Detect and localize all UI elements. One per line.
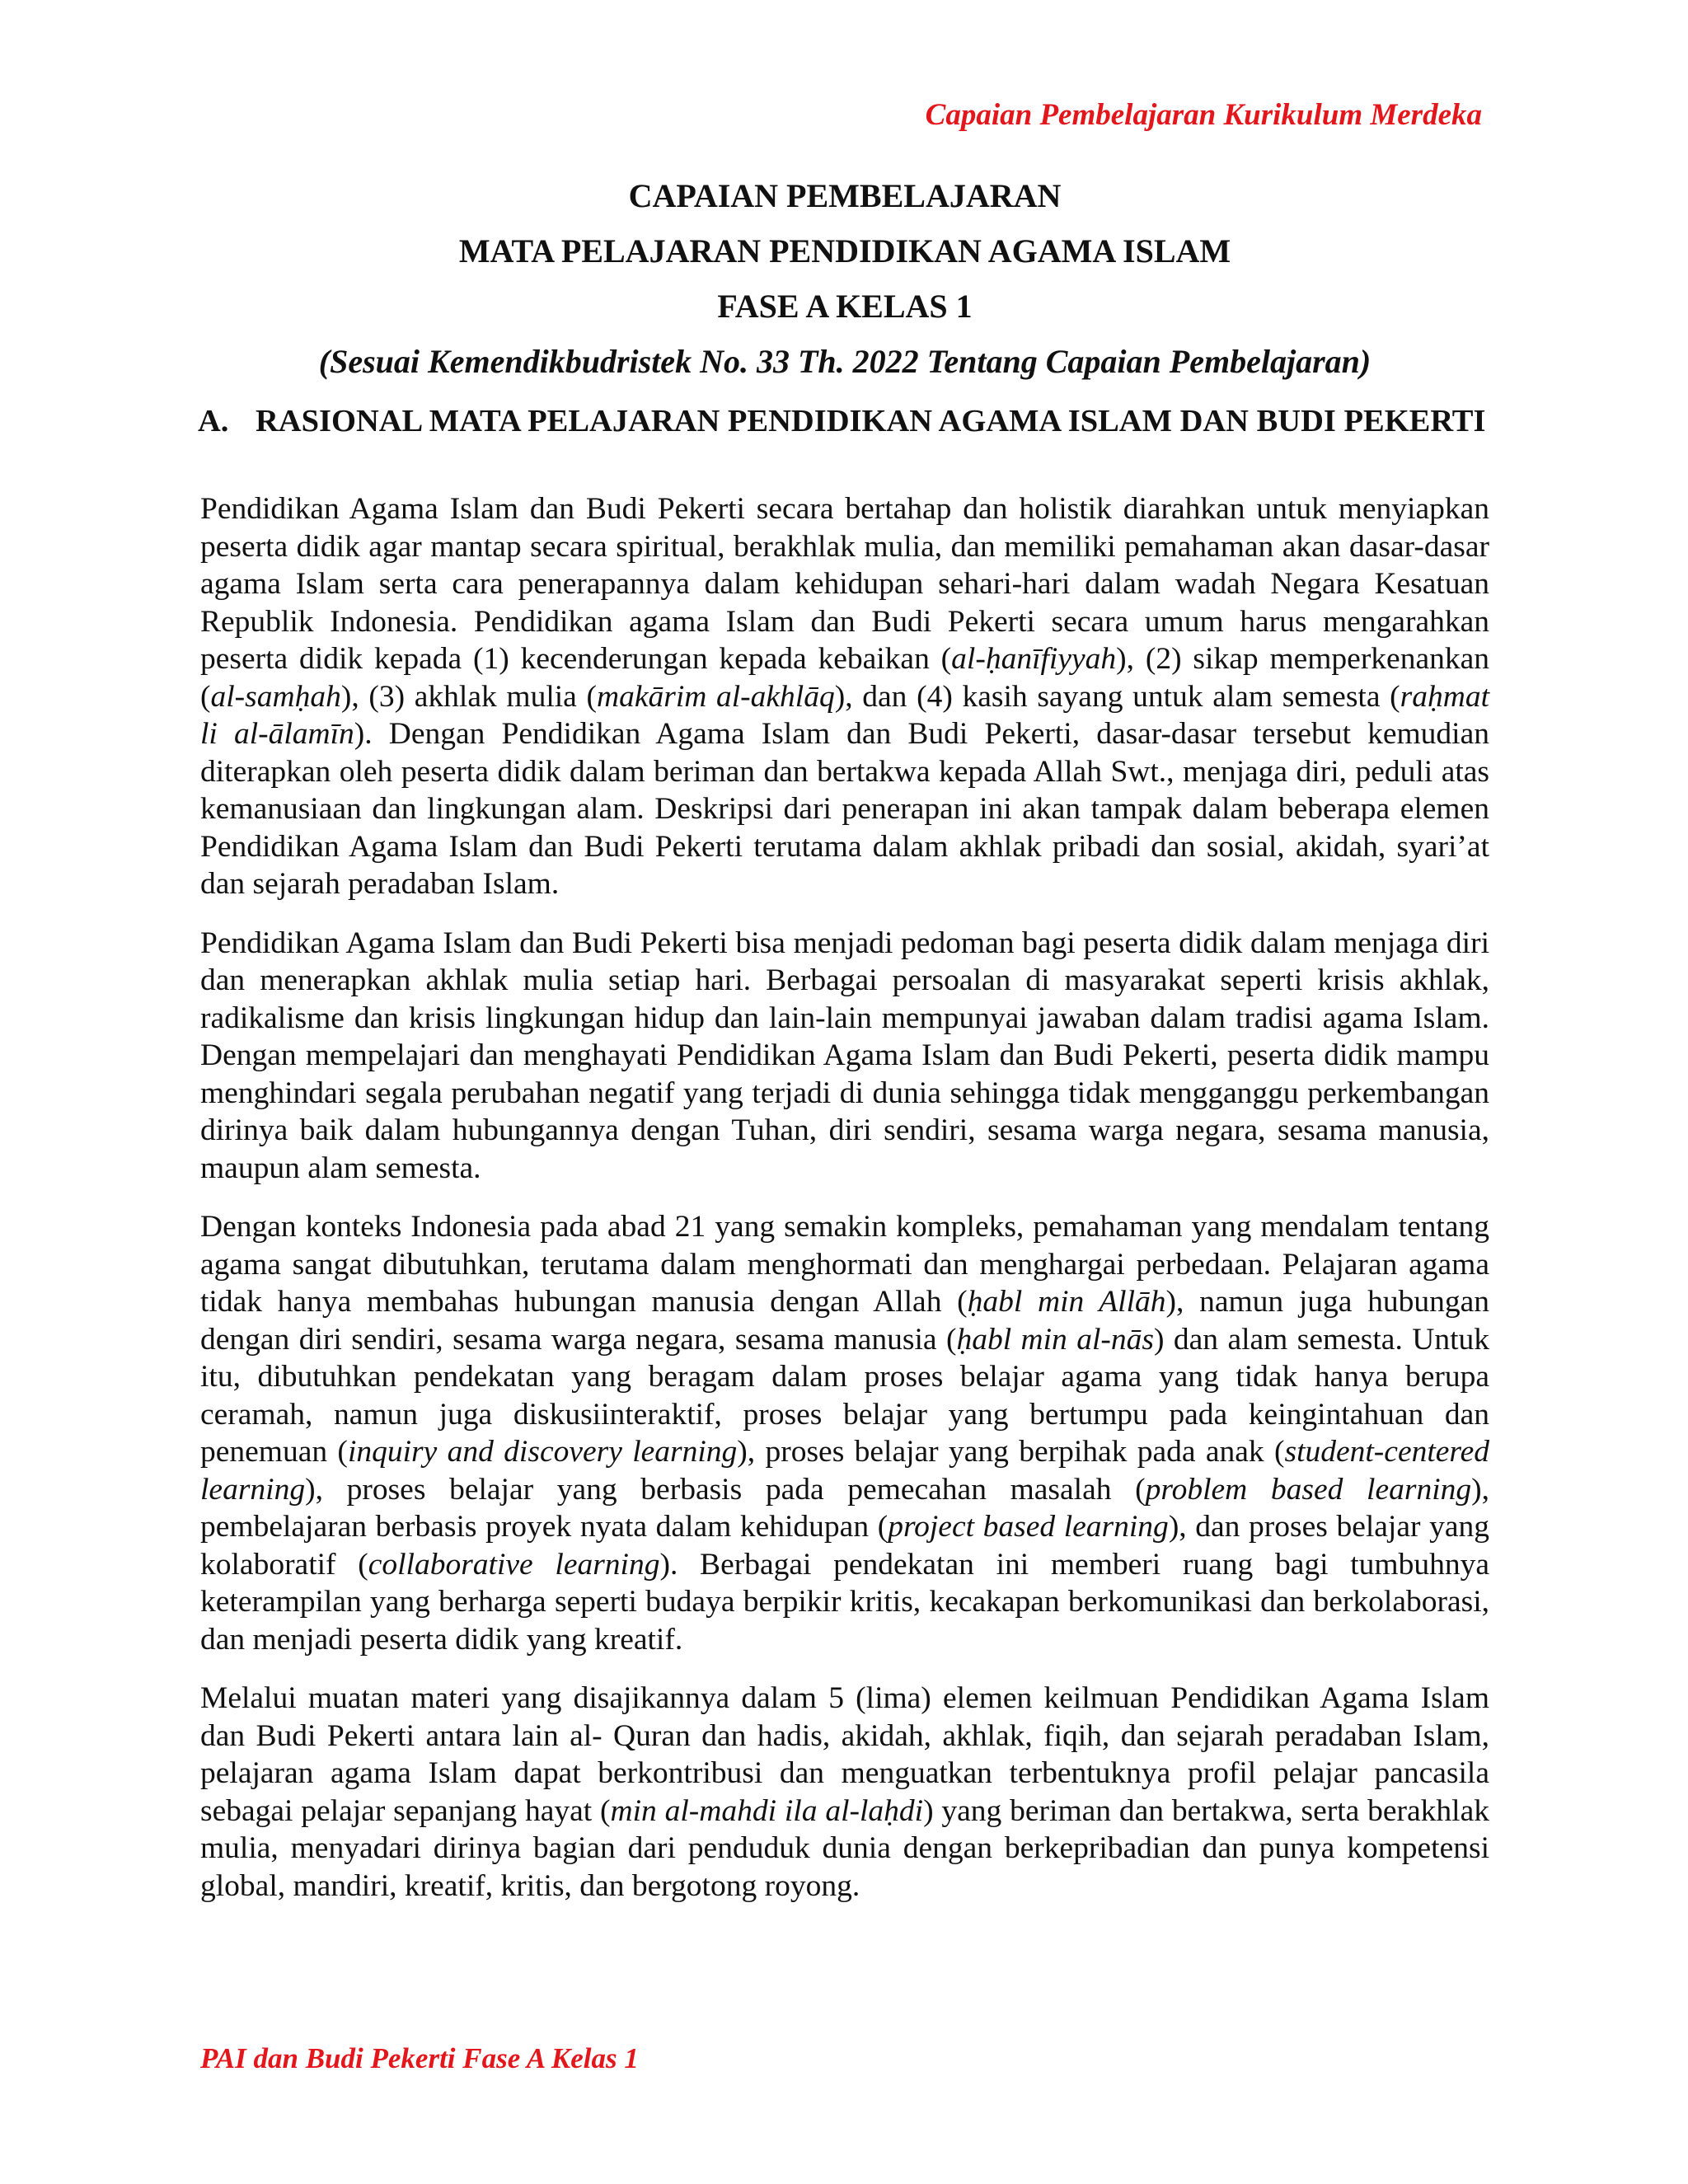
italic-term: inquiry and discovery learning: [347, 1435, 738, 1469]
title-line-3: FASE A KELAS 1: [717, 288, 973, 325]
text-run: Melalui muatan materi yang disajikannya dalam 5 (lima) elemen keilmuan Pendidikan Agama Islam dan Budi Pekerti antara lain al- Quran dan hadis, akidah, akhlak, fiqih, dan sejarah peradaban Islam, pelajaran agama Islam dapat berkontribusi dan menguatkan terbentuknya profil pelajar pancasila sebagai pelajar sepanjang hayat (: [200, 1681, 1489, 1828]
text-run: ), (3) akhlak mulia (: [340, 679, 597, 714]
title-line-2: MATA PELAJARAN PENDIDIKAN AGAMA ISLAM: [458, 232, 1231, 269]
title-line-1: CAPAIAN PEMBELAJARAN: [628, 177, 1062, 214]
italic-term: al-ḥanīfiyyah: [951, 642, 1117, 676]
text-run: ). Dengan Pendidikan Agama Islam dan Budi Pekerti, dasar-dasar tersebut kemudian diterapkan oleh peserta didik dalam beriman dan bertakwa kepada Allah Swt., menjaga diri, peduli atas kemanusiaan dan lingkungan alam. Deskripsi dari penerapan ini akan tampak dalam beberapa elemen Pendidikan Agama Islam dan Budi Pekerti terutama dalam akhlak pribadi dan sosial, akidah, syari’at dan sejarah peradaban Islam.: [200, 717, 1489, 901]
section-heading: [198, 402, 1492, 440]
text-run: ), dan proses belajar yang kolaboratif (: [200, 1510, 1489, 1582]
italic-term: makārim al-akhlāq: [597, 679, 835, 714]
italic-term: ḥabl min Allāh: [967, 1285, 1166, 1319]
italic-term: student-centered learning: [200, 1435, 1489, 1507]
italic-term: al-samḥah: [210, 679, 341, 714]
text-run: ), (2) sikap memperkenankan (: [200, 642, 1489, 714]
text-run: ) yang beriman dan bertakwa, serta berakhlak mulia, menyadari dirinya bagian dari penduduk dunia dengan berkepribadian dan punya kompetensi global, mandiri, kreatif, kritis, dan bergotong royong.: [200, 1793, 1489, 1903]
paragraph: [200, 1208, 1489, 1658]
section-number: A.: [198, 404, 229, 438]
running-footer: PAI dan Budi Pekerti Fase A Kelas 1: [200, 2042, 639, 2074]
italic-term: problem based learning: [1145, 1472, 1472, 1507]
text-run: ), proses belajar yang berpihak pada anak (: [737, 1435, 1285, 1469]
subtitle: (Sesuai Kemendikbudristek No. 33 Th. 2022 Tentang Capaian Pembelajaran): [318, 343, 1372, 380]
paragraph: [200, 925, 1489, 1188]
text-run: Pendidikan Agama Islam dan Budi Pekerti secara bertahap dan holistik diarahkan untuk menyiapkan peserta didik agar mantap secara spiritual, berakhlak mulia, dan memiliki pemahaman akan dasar-dasar agama Islam serta cara penerapannya dalam kehidupan sehari-hari dalam wadah Negara Kesatuan Republik Indonesia. Pendidikan agama Islam dan Budi Pekerti secara umum harus mengarahkan peserta didik kepada (1) kecenderungan kepada kebaikan (: [200, 492, 1489, 676]
text-run: ), namun juga hubungan dengan diri sendiri, sesama warga negara, sesama manusia (: [200, 1285, 1489, 1357]
text-run: ), pembelajaran berbasis proyek nyata dalam kehidupan (: [200, 1472, 1489, 1544]
italic-term: ḥabl min al-nās: [956, 1322, 1154, 1357]
text-run: ). Berbagai pendekatan ini memberi ruang bagi tumbuhnya keterampilan yang berharga seperti budaya berpikir kritis, kecakapan berkomunikasi dan berkolaborasi, dan menjadi peserta didik yang kreatif.: [200, 1547, 1489, 1657]
text-run: Pendidikan Agama Islam dan Budi Pekerti bisa menjadi pedoman bagi peserta didik dalam menjaga diri dan menerapkan akhlak mulia setiap hari. Berbagai persoalan di masyarakat seperti krisis akhlak, radikalisme dan krisis lingkungan hidup dan lain-lain mempunyai jawaban dalam tradisi agama Islam. Dengan mempelajari dan menghayati Pendidikan Agama Islam dan Budi Pekerti, peserta didik mampu menghindari segala perubahan negatif yang terjadi di dunia sehingga tidak mengganggu perkembangan dirinya baik dalam hubungannya dengan Tuhan, diri sendiri, sesama warga negara, sesama manusia, maupun alam semesta.: [200, 926, 1489, 1185]
italic-term: raḥmat li al-ālamīn: [200, 679, 1489, 751]
italic-term: collaborative learning: [368, 1547, 660, 1582]
paragraph: [200, 1680, 1489, 1905]
title-block: [198, 177, 1492, 401]
text-run: ), proses belajar yang berbasis pada pemecahan masalah (: [305, 1472, 1146, 1507]
italic-term: project based learning: [888, 1510, 1169, 1544]
text-run: ), dan (4) kasih sayang untuk alam semesta (: [834, 679, 1400, 714]
paragraph: [200, 490, 1489, 903]
text-run: ) dan alam semesta. Untuk itu, dibutuhkan pendekatan yang beragam dalam proses belajar agama yang tidak hanya berupa ceramah, namun juga diskusiinteraktif, proses belajar yang bertumpu pada keingintahuan dan penemuan (: [200, 1322, 1490, 1469]
text-run: Dengan konteks Indonesia pada abad 21 yang semakin kompleks, pemahaman yang mendalam tentang agama sangat dibutuhkan, terutama dalam menghormati dan menghargai perbedaan. Pelajaran agama tidak hanya membahas hubungan manusia dengan Allah (: [200, 1210, 1489, 1319]
running-header: Capaian Pembelajaran Kurikulum Merdeka: [925, 98, 1482, 132]
section-title: RASIONAL MATA PELAJARAN PENDIDIKAN AGAMA ISLAM DAN BUDI PEKERTI: [256, 404, 1486, 438]
italic-term: min al-mahdi ila al-laḥdi: [610, 1793, 924, 1828]
body-text: [200, 490, 1489, 1926]
